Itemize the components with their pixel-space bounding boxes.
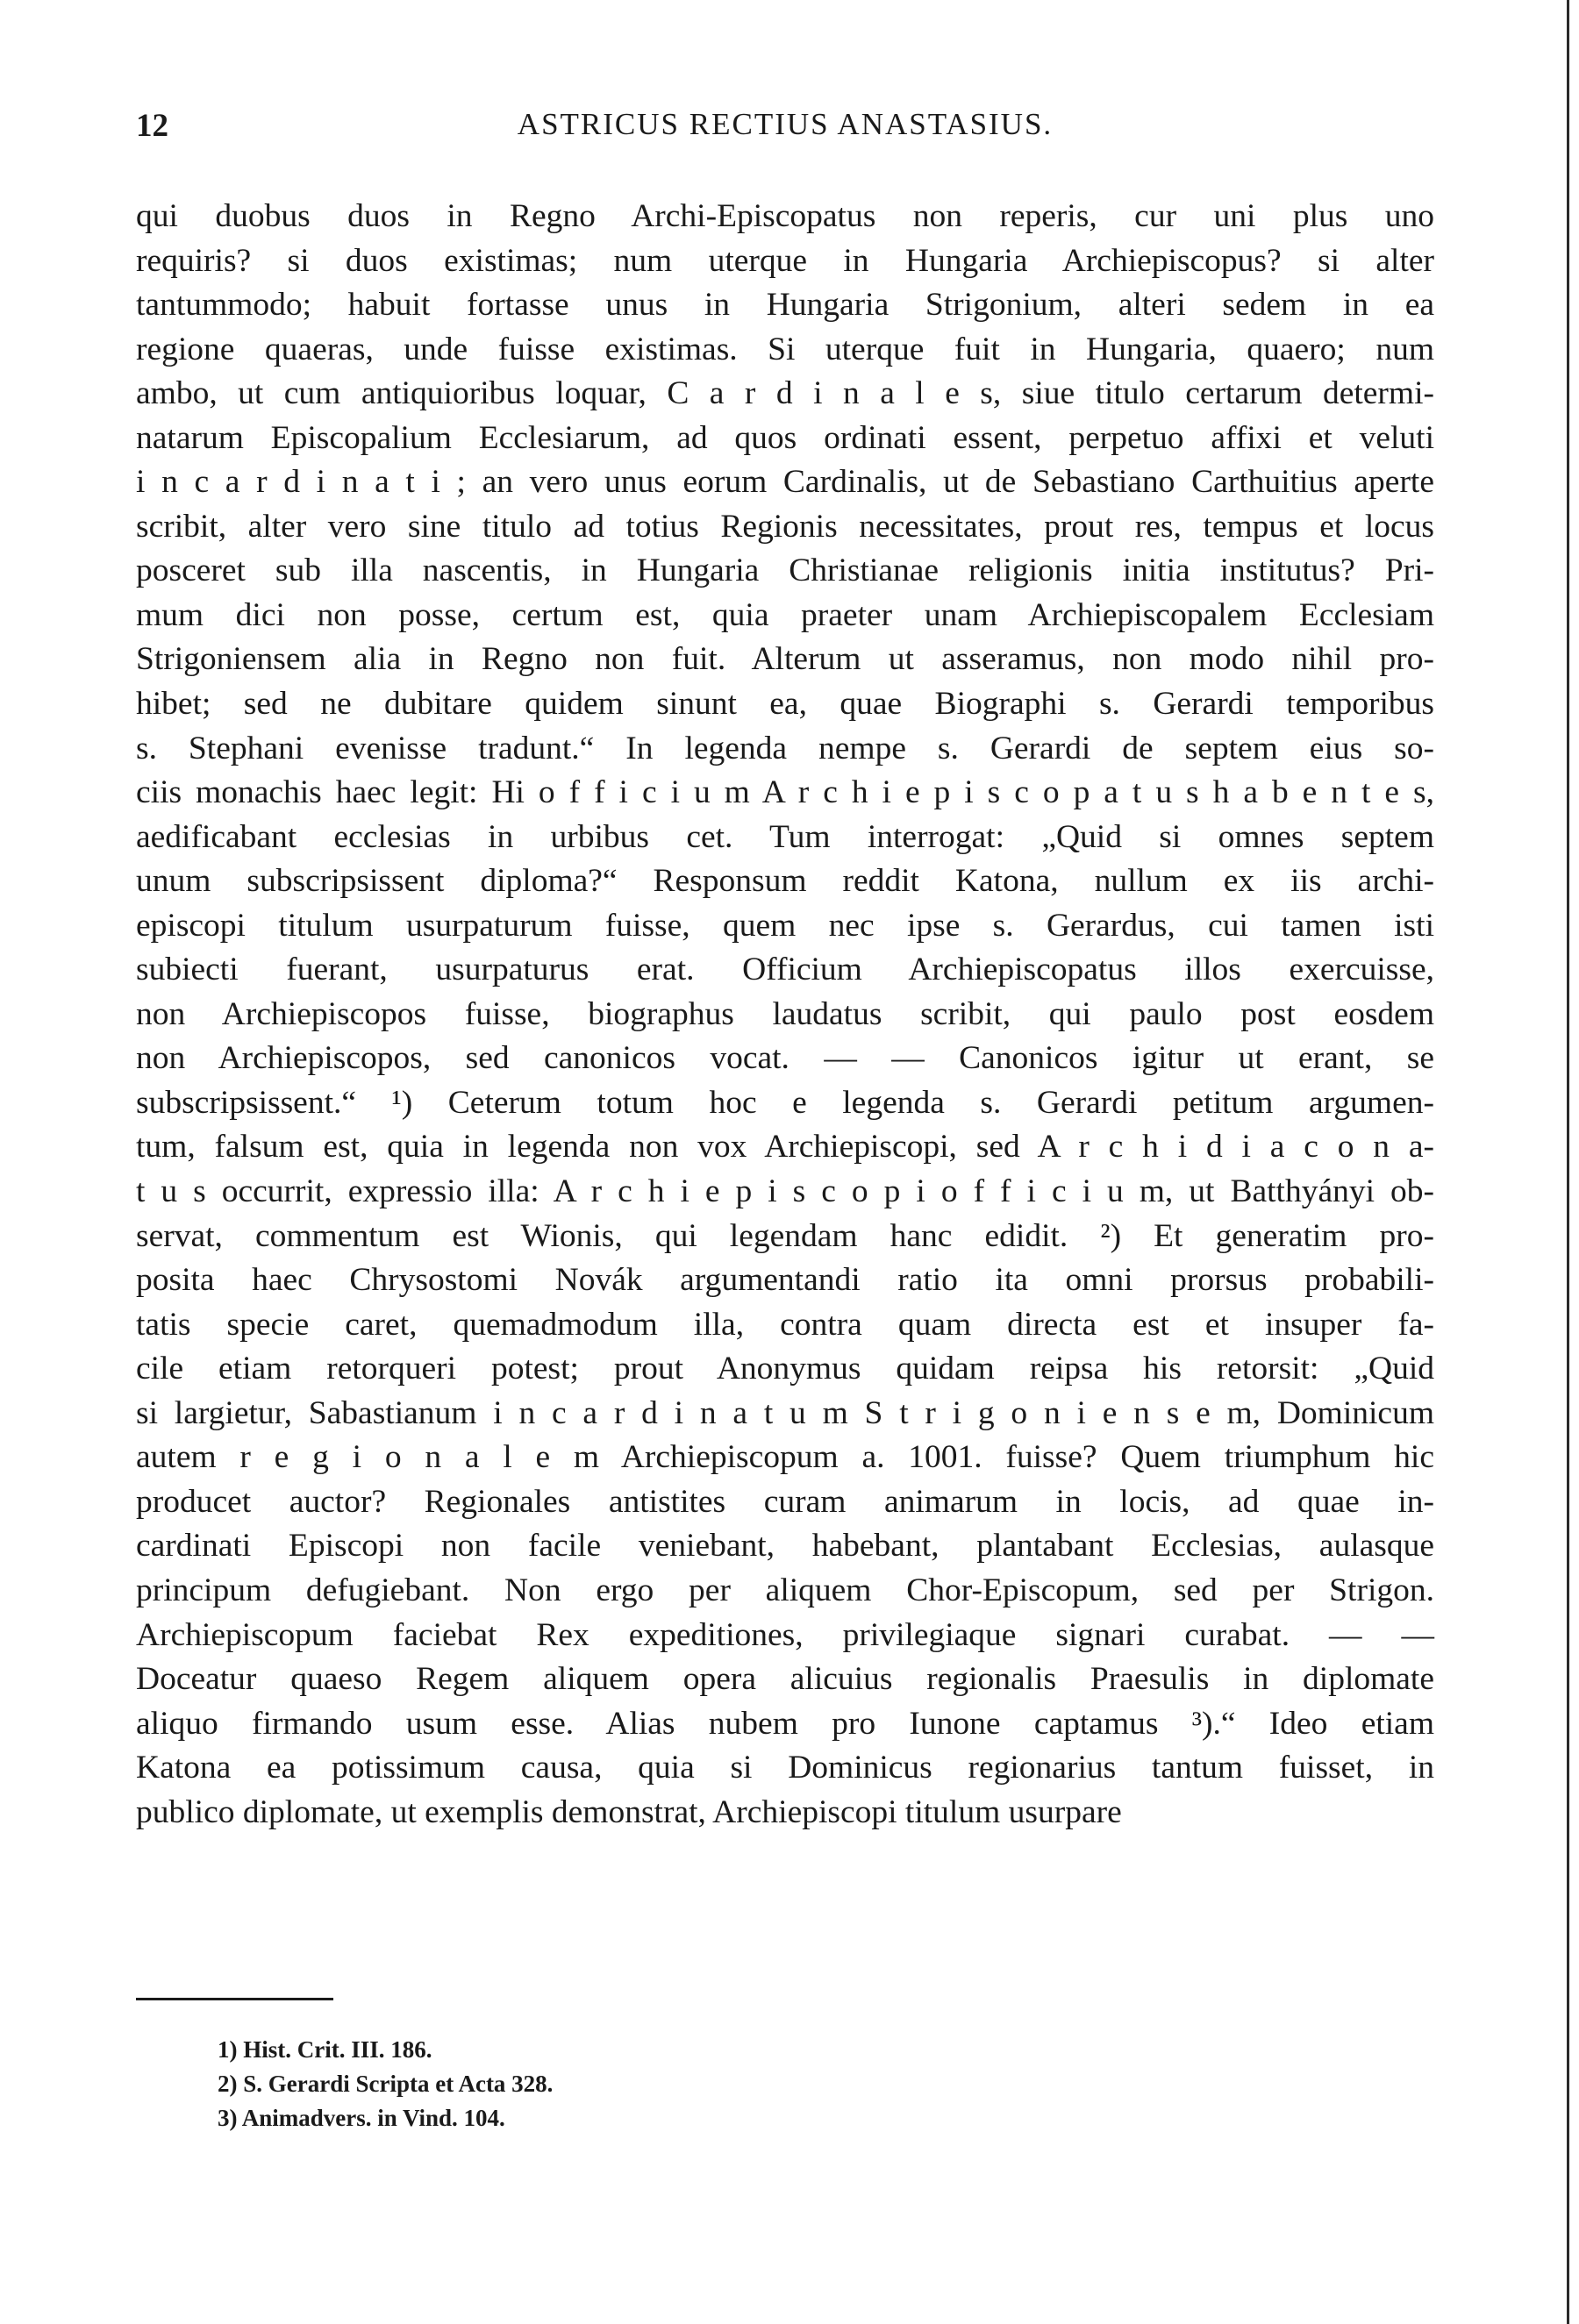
text-line: ciis monachis haec legit: Hi o f f i c i u m A r c h i e p i s c o p a t u s h a b e n t e s, [136,774,1434,811]
text-line: hibet; sed ne dubitare quidem sinunt ea, quae Biographi s. Gerardi temporibus [136,686,1434,723]
page-edge-line [1567,0,1569,2324]
text-line: non Archiepiscopos fuisse, biographus laudatus scribit, qui paulo post eosdem [136,995,1434,1032]
text-line: requiris? si duos existimas; num uterque in Hungaria Archiepiscopus? si alter [136,242,1434,279]
text-line: tum, falsum est, quia in legenda non vox Archiepiscopi, sed A r c h i d i a c o n a- [136,1129,1434,1166]
text-line: episcopi titulum usurpaturum fuisse, quem nec ipse s. Gerardus, cui tamen isti [136,907,1434,944]
text-line: tantummodo; habuit fortasse unus in Hungaria Strigonium, alteri sedem in ea [136,287,1434,324]
text-line: scribit, alter vero sine titulo ad totius Regionis necessitates, prout res, tempus et locus [136,508,1434,545]
text-line: Doceatur quaeso Regem aliquem opera alicuius regionalis Praesulis in diplomate [136,1661,1434,1698]
text-line: non Archiepiscopos, sed canonicos vocat. — — Canonicos igitur ut erant, se [136,1040,1434,1077]
text-line: servat, commentum est Wionis, qui legendam hanc edidit. ²) Et generatim pro- [136,1217,1434,1254]
text-line: si largietur, Sabastianum i n c a r d i n a t u m S t r i g o n i e n s e m, Dominicum [136,1394,1434,1431]
text-line: cardinati Episcopi non facile veniebant, habebant, plantabant Ecclesias, aulasque [136,1528,1434,1565]
text-line: t u s occurrit, expressio illa: A r c h i e p i s c o p i o f f i c i u m, ut Batthyányi ob- [136,1173,1434,1210]
text-line: principum defugiebant. Non ergo per aliquem Chor-Episcopum, sed per Strigon. [136,1572,1434,1608]
page-header [136,107,1434,151]
page-number: 12 [136,108,168,144]
text-line: subscripsissent.“ ¹) Ceterum totum hoc e legenda s. Gerardi petitum argumen- [136,1084,1434,1121]
running-title: ASTRICUS RECTIUS ANASTASIUS. [517,107,1054,141]
text-line: posceret sub illa nascentis, in Hungaria Christianae religionis initia institutus? Pri- [136,552,1434,589]
footnote: 2) S. Gerardi Scripta et Acta 328. [218,2071,554,2097]
text-line: autem r e g i o n a l e m Archiepiscopum a. 1001. fuisse? Quem triumphum hic [136,1439,1434,1476]
text-line: natarum Episcopalium Ecclesiarum, ad quos ordinati essent, perpetuo affixi et veluti [136,419,1434,456]
text-line: Katona ea potissimum causa, quia si Dominicus regionarius tantum fuisset, in [136,1750,1434,1786]
text-line: tatis specie caret, quemadmodum illa, contra quam directa est et insuper fa- [136,1306,1434,1343]
text-line: aedificabant ecclesias in urbibus cet. Tum interrogat: „Quid si omnes septem [136,818,1434,855]
text-line: posita haec Chrysostomi Novák argumentandi ratio ita omni prorsus probabili- [136,1262,1434,1299]
text-line: publico diplomate, ut exemplis demonstrat, Archiepiscopi titulum usurpare [136,1793,1122,1830]
body-text [136,195,1434,1835]
text-line: regione quaeras, unde fuisse existimas. Si uterque fuit in Hungaria, quaero; num [136,331,1434,367]
text-line: Archiepiscopum faciebat Rex expeditiones, privilegiaque signari curabat. — — [136,1616,1434,1653]
text-line: qui duobus duos in Regno Archi-Episcopatus non reperis, cur uni plus uno [136,198,1434,234]
footnote: 1) Hist. Crit. III. 186. [218,2036,432,2063]
footnote-rule [136,1998,333,2000]
text-line: i n c a r d i n a t i ; an vero unus eorum Cardinalis, ut de Sebastiano Carthuitius aperte [136,464,1434,501]
text-line: subiecti fuerant, usurpaturus erat. Officium Archiepiscopatus illos exercuisse, [136,952,1434,988]
text-line: aliquo firmando usum esse. Alias nubem pro Iunone captamus ³).“ Ideo etiam [136,1705,1434,1742]
text-line: ambo, ut cum antiquioribus loquar, C a r d i n a l e s, siue titulo certarum determi- [136,375,1434,412]
text-line: cile etiam retorqueri potest; prout Anonymus quidam reipsa his retorsit: „Quid [136,1351,1434,1387]
text-line: unum subscripsissent diploma?“ Responsum reddit Katona, nullum ex iis archi- [136,863,1434,900]
text-line: Strigoniensem alia in Regno non fuit. Alterum ut asseramus, non modo nihil pro- [136,641,1434,678]
text-line: producet auctor? Regionales antistites curam animarum in locis, ad quae in- [136,1483,1434,1520]
text-line: s. Stephani evenisse tradunt.“ In legenda nempe s. Gerardi de septem eius so- [136,730,1434,766]
footnote: 3) Animadvers. in Vind. 104. [218,2105,505,2131]
text-line: mum dici non posse, certum est, quia praeter unam Archiepiscopalem Ecclesiam [136,596,1434,633]
footnotes [218,2033,553,2135]
